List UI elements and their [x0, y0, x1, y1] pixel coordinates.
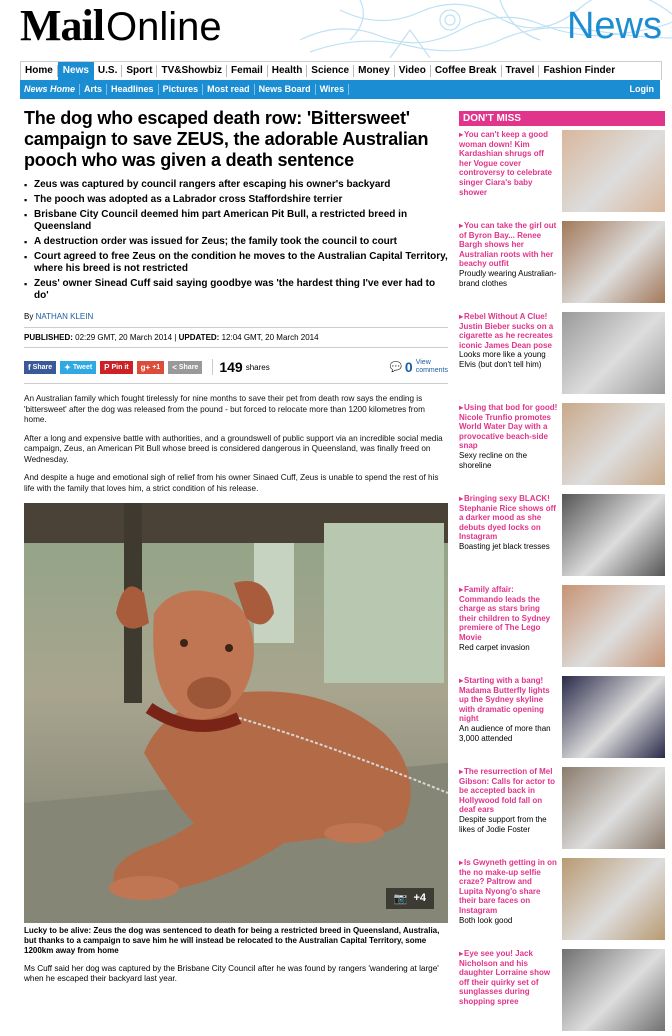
article-photo[interactable]	[24, 503, 448, 923]
nav-item-home[interactable]: Home	[21, 65, 58, 77]
dont-miss-text	[459, 312, 562, 398]
dont-miss-text	[459, 676, 562, 762]
dont-miss-item[interactable]	[459, 767, 665, 854]
dont-miss-text	[459, 403, 562, 489]
article-paragraph: An Australian family which fought tirelessly for nine months to save their pet from death row says the ending is 'bittersweet' after the dog was released from the pound - but forced to relocate more than 1200 kilometres from home.	[24, 394, 425, 424]
facebook-share-button[interactable]: f Share	[24, 361, 56, 374]
subnav-item-pictures[interactable]: Pictures	[159, 84, 204, 95]
dont-miss-subtext: Looks more like a young Elvis (but don't tell him)	[459, 350, 546, 369]
dont-miss-headline[interactable]: ▸ Rebel Without A Clue! Justin Bieber sucks on a cigarette as he recreates iconic James Dean pose	[459, 312, 558, 350]
share-count-label: shares	[245, 362, 270, 372]
dont-miss-text	[459, 949, 562, 1035]
dont-miss-headline[interactable]: ▸ Is Gwyneth getting in on the no make-up selfie craze? Paltrow and Lupita Nyong'o share their bare faces on Instagram	[459, 858, 558, 916]
photo-gallery-button[interactable]: 📷 +4	[386, 888, 434, 909]
byline: By NATHAN KLEIN	[24, 312, 94, 321]
dont-miss-thumbnail[interactable]	[562, 494, 665, 576]
nav-item-sport[interactable]: Sport	[122, 65, 157, 77]
google-plus-button[interactable]: g+ +1	[137, 361, 165, 374]
share-bar	[24, 356, 448, 378]
dont-miss-item[interactable]	[459, 130, 665, 217]
article-title: The dog who escaped death row: 'Bittersweet' campaign to save ZEUS, the adorable Australian pooch who was given a death sentence	[24, 108, 429, 170]
article-paragraph: After a long and expensive battle with authorities, and a groundswell of public support via an incredible social media campaign, Zeus, an American Pit Bull whose breed is considered dangerous in Queensland, was finally freed on Wednesday.	[24, 433, 443, 464]
dont-miss-item[interactable]	[459, 858, 665, 945]
dont-miss-subtext: Despite support from the likes of Jodie Foster	[459, 814, 547, 834]
camera-icon: 📷	[393, 892, 408, 905]
pinterest-icon: P	[104, 362, 110, 372]
dont-miss-item[interactable]	[459, 949, 665, 1036]
dont-miss-thumbnail[interactable]	[562, 676, 665, 758]
dont-miss-text	[459, 494, 562, 580]
article	[24, 108, 448, 993]
facebook-icon: f	[28, 362, 31, 372]
site-logo[interactable]: MailOnline	[20, 1, 222, 50]
dont-miss-item[interactable]	[459, 676, 665, 763]
nav-item-money[interactable]: Money	[354, 65, 395, 77]
dont-miss-item[interactable]	[459, 312, 665, 399]
view-comments-link[interactable]: 💬 0 View comments	[389, 359, 448, 375]
dont-miss-thumbnail[interactable]	[562, 403, 665, 485]
main-nav	[20, 61, 662, 80]
nav-item-health[interactable]: Health	[268, 65, 308, 77]
twitter-share-button[interactable]: ✦ Tweet	[60, 361, 96, 374]
sub-nav	[20, 80, 660, 99]
nav-item-video[interactable]: Video	[395, 65, 431, 77]
dog-photo-illustration	[24, 503, 448, 923]
summary-bullet: ▪ Zeus' owner Sinead Cuff said saying goodbye was 'the hardest thing I've ever had to do'	[24, 278, 448, 302]
dont-miss-headline[interactable]: ▸ Eye see you! Jack Nicholson and his daughter Lorraine show off their quirky set of sunglasses during shopping spree	[459, 949, 558, 1007]
dont-miss-item[interactable]	[459, 221, 665, 308]
article-summary	[24, 179, 448, 302]
dont-miss-headline[interactable]: ▸ Bringing sexy BLACK! Stephanie Rice shows off a darker mood as she debuts dyed locks on Instagram	[459, 494, 558, 542]
login-link[interactable]: Login	[629, 84, 654, 94]
dont-miss-headline[interactable]: ▸ You can't keep a good woman down! Kim Kardashian shrugs off her Vogue cover controversy to celebrate singer Ciara's baby shower	[459, 130, 558, 197]
dont-miss-headline[interactable]: ▸ Family affair: Commando leads the charge as stars bring their children to Sydney premiere of The Lego Movie	[459, 585, 558, 643]
summary-bullet: ▪ The pooch was adopted as a Labrador cross Staffordshire terrier	[24, 194, 448, 206]
dont-miss-subtext: Proudly wearing Australian-brand clothes	[459, 268, 557, 288]
dont-miss-subtext: Both look good	[459, 915, 513, 925]
dont-miss-thumbnail[interactable]	[562, 221, 665, 303]
article-dates: PUBLISHED: 02:29 GMT, 20 March 2014 | UPDATED: 12:04 GMT, 20 March 2014	[24, 327, 448, 348]
dont-miss-thumbnail[interactable]	[562, 949, 665, 1031]
photo-caption: Lucky to be alive: Zeus the dog was sentenced to death for being a restricted breed in Queensland, Australia, but thanks to a campaign to save him he will instead be relocated to the Australian Capital Territory, some 1200km away from home	[24, 925, 440, 955]
summary-bullet: ▪ Court agreed to free Zeus on the condition he moves to the Australian Capital Territory, where his breed is not restricted	[24, 251, 448, 275]
dont-miss-thumbnail[interactable]	[562, 312, 665, 394]
dont-miss-title: DON'T MISS	[459, 111, 665, 126]
dont-miss-sidebar	[459, 111, 665, 1036]
dont-miss-headline[interactable]: ▸ Using that bod for good! Nicole Trunfio promotes World Water Day with a provocative beach-side snap	[459, 403, 558, 451]
dont-miss-text	[459, 767, 562, 853]
nav-item-tvshowbiz[interactable]: TV&Showbiz	[157, 65, 227, 77]
dont-miss-thumbnail[interactable]	[562, 585, 665, 667]
share-count: 149	[212, 359, 242, 375]
dont-miss-item[interactable]	[459, 403, 665, 490]
twitter-icon: ✦	[64, 362, 71, 372]
nav-item-science[interactable]: Science	[307, 65, 354, 77]
dont-miss-thumbnail[interactable]	[562, 767, 665, 849]
summary-bullet: ▪ Zeus was captured by council rangers after escaping his owner's backyard	[24, 179, 448, 191]
google-plus-icon: g+	[140, 362, 151, 372]
nav-item-travel[interactable]: Travel	[502, 65, 540, 77]
dont-miss-item[interactable]	[459, 585, 665, 672]
summary-bullet: ▪ Brisbane City Council deemed him part American Pit Bull, a restricted breed in Queensland	[24, 209, 448, 233]
dont-miss-headline[interactable]: ▸ You can take the girl out of Byron Bay... Renee Bargh shows her Australian roots with her beachy outfit	[459, 221, 558, 269]
subnav-item-most-read[interactable]: Most read	[203, 84, 255, 95]
nav-item-coffee-break[interactable]: Coffee Break	[431, 65, 502, 77]
subnav-item-wires[interactable]: Wires	[316, 84, 349, 95]
subnav-item-news-board[interactable]: News Board	[255, 84, 316, 95]
subnav-item-news-home[interactable]: News Home	[20, 84, 80, 95]
channel-title: News	[566, 5, 662, 47]
dont-miss-thumbnail[interactable]	[562, 858, 665, 940]
dont-miss-headline[interactable]: ▸ The resurrection of Mel Gibson: Calls for actor to be accepted back in Hollywood fold fall on deaf ears	[459, 767, 558, 815]
summary-bullet: ▪ A destruction order was issued for Zeus; the family took the council to court	[24, 236, 448, 248]
dont-miss-subtext: Sexy recline on the shoreline	[459, 450, 528, 470]
dont-miss-subtext: Boasting jet black tresses	[459, 541, 550, 551]
generic-share-button[interactable]: < Share	[168, 361, 202, 374]
article-paragraph: Ms Cuff said her dog was captured by the Brisbane City Council after he was found by rangers 'wandering at large' when he escaped their backyard last year.	[24, 963, 439, 984]
nav-item-news[interactable]: News	[58, 62, 94, 80]
dont-miss-text	[459, 221, 562, 307]
dont-miss-item[interactable]	[459, 494, 665, 581]
nav-item-us[interactable]: U.S.	[94, 65, 122, 77]
share-icon: <	[172, 362, 177, 372]
dont-miss-subtext: Red carpet invasion	[459, 642, 530, 652]
comment-bubble-icon: 💬	[389, 361, 402, 373]
masthead	[0, 0, 672, 58]
dont-miss-text	[459, 585, 562, 671]
nav-item-fashion-finder[interactable]: Fashion Finder	[543, 65, 616, 76]
article-paragraph: And despite a huge and emotional sigh of relief from his owner Sinaed Cuff, Zeus is unable to spend the rest of his life with the family that loves him, a strict condition of his release.	[24, 473, 439, 493]
nav-item-femail[interactable]: Femail	[227, 65, 268, 77]
subnav-item-headlines[interactable]: Headlines	[107, 84, 159, 95]
dont-miss-headline[interactable]: ▸ Starting with a bang! Madama Butterfly lights up the Sydney skyline with dramatic opening night	[459, 676, 558, 724]
dont-miss-thumbnail[interactable]	[562, 130, 665, 212]
dont-miss-subtext: An audience of more than 3,000 attended	[459, 723, 551, 743]
pinterest-button[interactable]: P Pin it	[100, 361, 132, 374]
subnav-item-arts[interactable]: Arts	[80, 84, 107, 95]
dont-miss-text	[459, 130, 562, 216]
author-link[interactable]: NATHAN KLEIN	[35, 312, 94, 321]
dont-miss-text	[459, 858, 562, 944]
